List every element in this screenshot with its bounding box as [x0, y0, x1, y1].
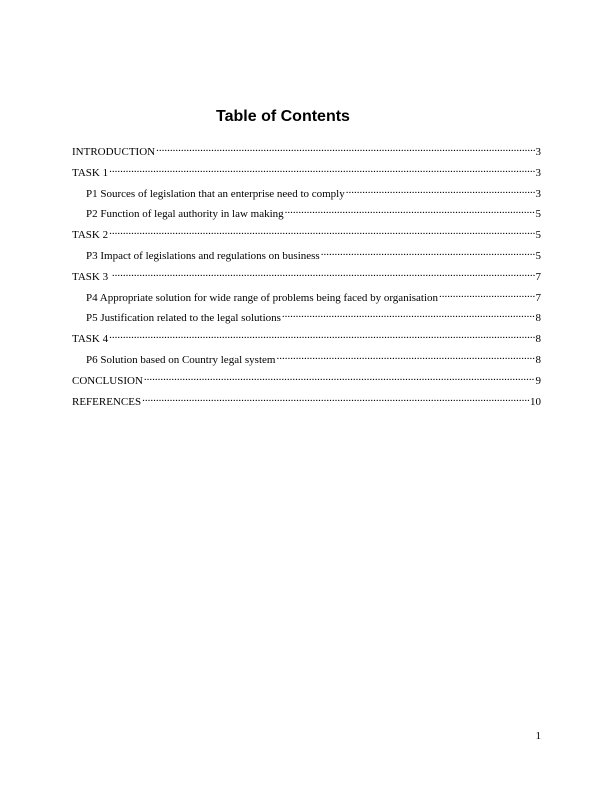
toc-entry-label: P4 Appropriate solution for wide range of problems being faced by organisation [86, 291, 439, 304]
toc-entry-label: TASK 3 [72, 270, 111, 283]
toc-entry-label: TASK 1 [72, 166, 109, 179]
toc-entry-page: 5 [535, 249, 541, 262]
dot-leader [109, 162, 534, 176]
toc-entry-label: P3 Impact of legislations and regulations on business [86, 249, 320, 262]
toc-entry-page: 5 [535, 208, 541, 221]
toc-entry-introduction[interactable] [72, 141, 541, 162]
toc-entry-label: TASK 2 [72, 229, 109, 242]
dot-leader [282, 307, 535, 321]
dot-leader [439, 287, 534, 301]
toc-entry-page: 8 [535, 312, 541, 325]
toc-entry-label: P5 Justification related to the legal solutions [86, 312, 281, 325]
toc-entry-page: 5 [535, 229, 541, 242]
table-of-contents [72, 141, 541, 411]
toc-entry-page: 3 [535, 187, 541, 200]
toc-entry-conclusion[interactable] [72, 370, 541, 391]
toc-entry-p6[interactable] [72, 349, 541, 370]
dot-leader [142, 391, 529, 405]
toc-entry-references[interactable] [72, 391, 541, 412]
toc-entry-task-4[interactable] [72, 328, 541, 349]
toc-title: Table of Contents [216, 108, 350, 125]
toc-entry-page: 3 [535, 166, 541, 179]
toc-entry-page: 9 [535, 374, 541, 387]
dot-leader [321, 245, 535, 259]
dot-leader [276, 349, 534, 363]
toc-entry-page: 3 [535, 146, 541, 158]
dot-leader [112, 266, 535, 280]
toc-entry-task-2[interactable] [72, 224, 541, 245]
toc-entry-task-3[interactable] [72, 266, 541, 287]
toc-entry-label: P2 Function of legal authority in law making [86, 208, 284, 221]
toc-entry-page: 7 [535, 270, 541, 283]
toc-entry-p3[interactable] [72, 245, 541, 266]
page-number: 1 [535, 730, 541, 742]
toc-entry-p2[interactable] [72, 203, 541, 224]
toc-entry-p1[interactable] [72, 183, 541, 204]
dot-leader [109, 224, 534, 238]
toc-entry-label: P6 Solution based on Country legal system [86, 353, 276, 366]
toc-entry-label: TASK 4 [72, 333, 109, 346]
toc-entry-label: INTRODUCTION [72, 146, 156, 158]
toc-entry-page: 10 [530, 395, 541, 408]
toc-entry-label: REFERENCES [72, 395, 142, 408]
dot-leader [285, 203, 535, 217]
toc-entry-p5[interactable] [72, 307, 541, 328]
toc-entry-page: 7 [535, 291, 541, 304]
dot-leader [156, 141, 534, 155]
toc-entry-page: 8 [535, 333, 541, 346]
toc-entry-p4[interactable] [72, 287, 541, 308]
toc-entry-task-1[interactable] [72, 162, 541, 183]
dot-leader [144, 370, 535, 384]
dot-leader [346, 183, 535, 197]
toc-entry-page: 8 [535, 353, 541, 366]
toc-entry-label: CONCLUSION [72, 374, 143, 387]
dot-leader [109, 328, 534, 342]
toc-entry-label: P1 Sources of legislation that an enterprise need to comply [86, 187, 345, 200]
